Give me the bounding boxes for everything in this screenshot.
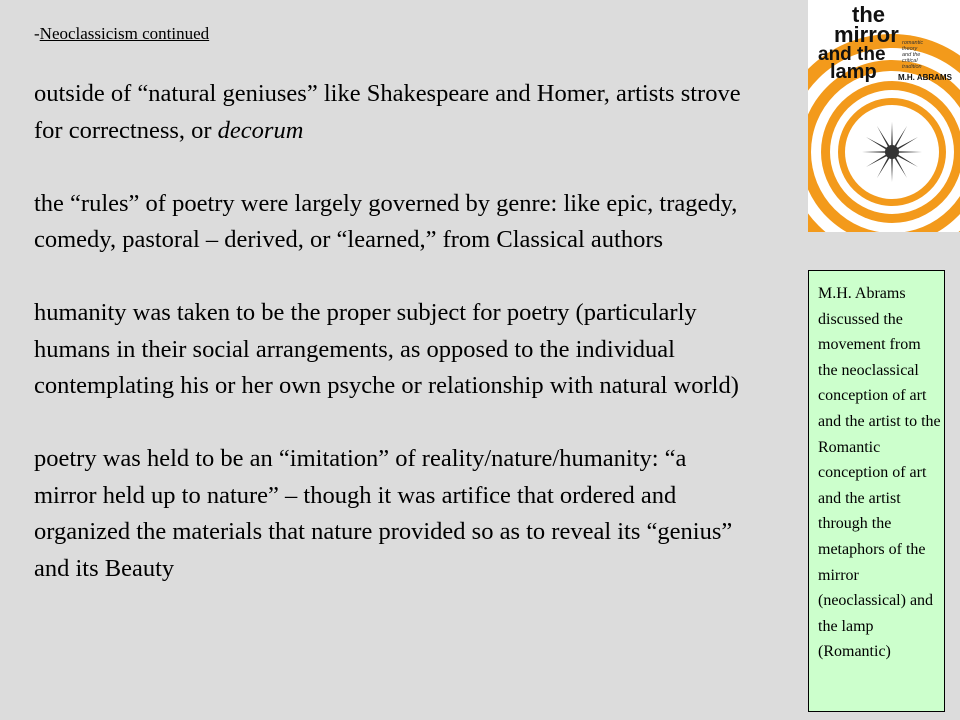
body-paragraph	[34, 295, 754, 405]
body-paragraph	[34, 186, 754, 259]
paragraph-spacer	[34, 259, 754, 296]
cover-title-lamp: lamp	[830, 61, 877, 83]
book-cover-art	[808, 0, 960, 232]
cover-subtitle-1: romantic	[902, 40, 924, 46]
paragraph-spacer	[34, 149, 754, 186]
paragraph-text: poetry was held to be an “imitation” of reality/nature/humanity: “a mirror held up to nature” – though it was artifice that ordered and organized the materials that nature provided so as to reveal its “genius” and its Beauty	[34, 445, 733, 582]
paragraph-text: the “rules” of poetry were largely governed by genre: like epic, tragedy, comedy, pastoral – derived, or “learned,” from Classical authors	[34, 189, 738, 253]
cover-subtitle-3: and the	[902, 52, 921, 58]
cover-subtitle-2: theory	[902, 46, 918, 52]
cover-subtitle-5: tradition	[902, 64, 922, 70]
header-dash: -	[34, 24, 40, 43]
cover-title-and-the: and the	[818, 44, 886, 65]
italic-term: decorum	[217, 116, 304, 144]
book-cover-image	[808, 0, 960, 232]
header-title: Neoclassicism continued	[39, 24, 210, 43]
cover-title-the: the	[852, 2, 885, 27]
cover-title-mirror: mirror	[834, 22, 899, 47]
paragraph-text: humanity was taken to be the proper subject for poetry (particularly humans in their social arrangements, as opposed to the individual contemplating his or her own psyche or relationship with natural world)	[34, 299, 739, 399]
body-paragraph	[34, 76, 754, 149]
sidebar-note	[808, 270, 945, 712]
paragraph-spacer	[34, 405, 754, 442]
cover-subtitle-4: critical	[902, 58, 918, 64]
slide-header	[34, 24, 209, 44]
sidebar-note-text: M.H. Abrams discussed the movement from the neoclassical conception of art and the artist to the Romantic conception of art and the artist through the metaphors of the mirror (neoclassical) and the lamp (Romantic)	[818, 285, 941, 661]
paragraph-text: outside of “natural geniuses” like Shakespeare and Homer, artists strove for correctness, or	[34, 80, 741, 144]
body-paragraph	[34, 441, 754, 587]
cover-author: M.H. ABRAMS	[898, 73, 952, 82]
slide-body	[34, 76, 754, 587]
emblem-core	[885, 145, 899, 159]
